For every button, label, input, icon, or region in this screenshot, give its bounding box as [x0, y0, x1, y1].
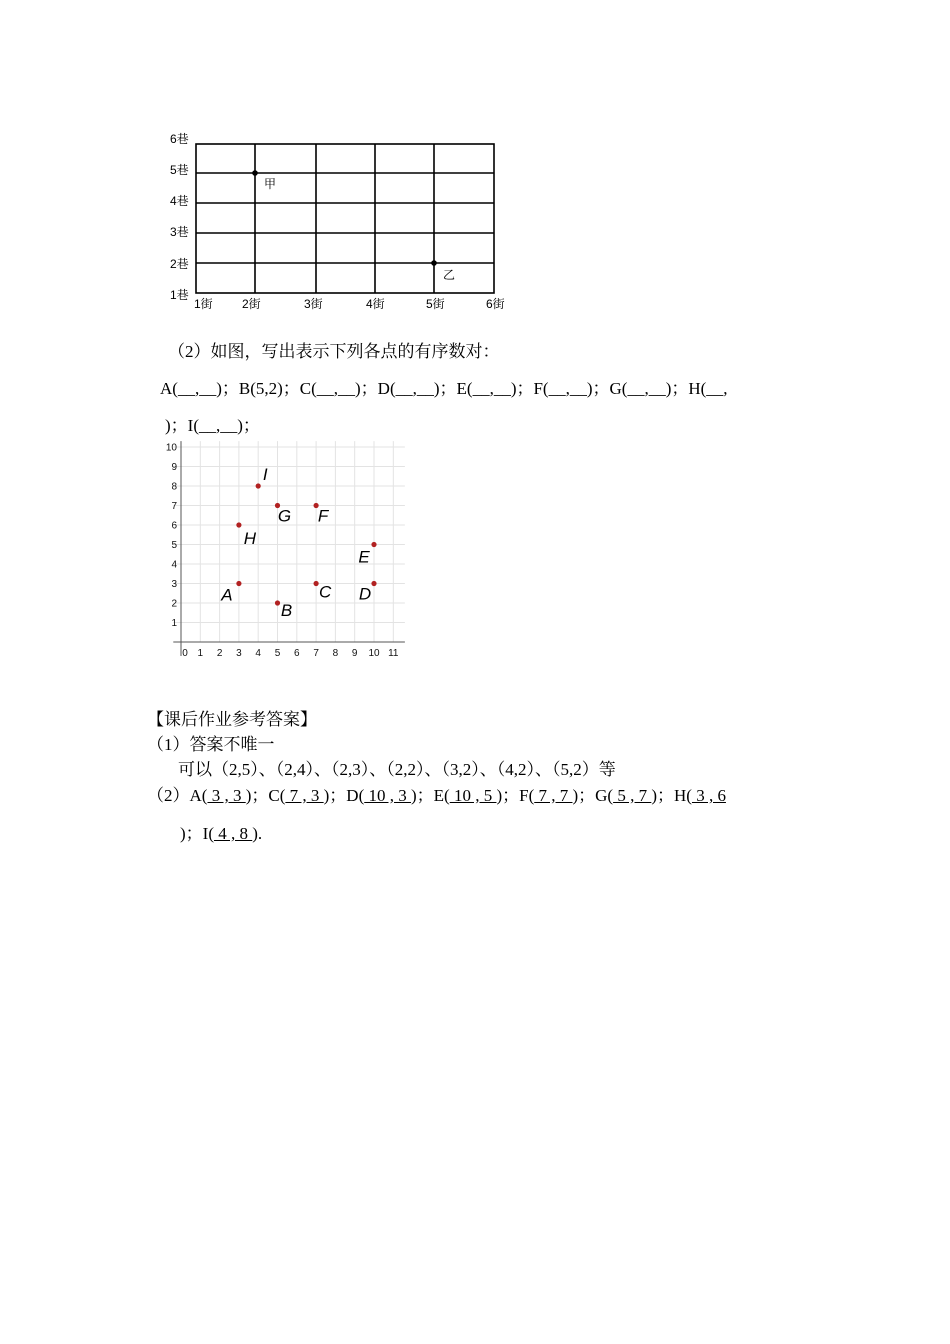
point-i-marker	[256, 483, 261, 488]
answer-a: 3 , 3	[207, 786, 246, 805]
x-tick-label: 11	[388, 648, 399, 659]
x-tick-label: 4	[255, 648, 261, 659]
point-jia-label: 甲	[264, 177, 277, 191]
answer-c: 7 , 3	[285, 786, 324, 805]
point-c-marker	[314, 581, 319, 586]
y-tick-label: 4	[171, 559, 177, 571]
lane-label: 2巷	[170, 257, 189, 271]
x-tick-label: 9	[351, 648, 358, 659]
street-label: 5街	[426, 297, 445, 311]
answers-heading: 【课后作业参考答案】	[147, 710, 317, 729]
lane-label: 6巷	[170, 132, 189, 146]
answer1-title: （1）答案不唯一	[147, 735, 275, 754]
y-tick-label: 3	[171, 579, 177, 590]
coordinate-chart	[150, 438, 420, 666]
street-label: 6街	[486, 297, 505, 311]
answer-i: 4 , 8	[213, 824, 253, 843]
y-tick-label: 5	[171, 540, 177, 551]
street-grid-figure	[0, 0, 950, 330]
point-d-marker	[371, 581, 376, 586]
point-b-marker	[275, 600, 280, 605]
point-b-label: B	[280, 601, 293, 620]
point-jia-dot	[252, 170, 258, 176]
y-tick-label: 6	[171, 520, 177, 532]
y-tick-label: 9	[171, 462, 177, 473]
answer2-line2: )；I( 4 , 8 ).	[180, 824, 263, 843]
street-label: 2街	[242, 297, 261, 311]
x-tick-label: 1	[197, 648, 204, 659]
x-tick-label: 3	[236, 648, 242, 659]
lane-label: 4巷	[170, 194, 189, 208]
point-h-marker	[236, 522, 241, 527]
x-tick-label: 10	[368, 648, 380, 659]
point-e-label: E	[358, 547, 370, 567]
street-label: 3街	[304, 297, 323, 311]
question2-prompt: （2）如图，写出表示下列各点的有序数对：	[168, 342, 500, 361]
answer-f: 7 , 7	[534, 786, 573, 805]
answer-e: 10 , 5	[449, 786, 497, 805]
lane-label: 1巷	[170, 288, 189, 302]
x-tick-label: 8	[332, 648, 339, 659]
answer2-line1: （2）A( 3 , 3 )；C( 7 , 3 )；D( 10 , 3 )；E( 10 , 5 )；F( 7 , 7 )；G( 5 , 7 )；H( 3 , 6	[147, 786, 726, 805]
point-yi-label: 乙	[443, 268, 456, 282]
point-h-label: H	[243, 529, 257, 548]
answer-d: 10 , 3	[364, 786, 411, 805]
x-tick-label: 5	[274, 648, 281, 659]
point-yi-dot	[431, 260, 437, 266]
x-tick-label: 6	[294, 648, 300, 659]
x-tick-label: 0	[182, 648, 188, 659]
x-tick-label: 2	[216, 648, 223, 659]
question2-line1: A(__,__)；B(5,2)；C(__,__)；D(__,__)；E(__,__)；F(__,__)；G(__,__)；H(__,	[160, 379, 728, 398]
answer-g: 5 , 7	[613, 786, 652, 805]
y-tick-label: 2	[171, 598, 177, 610]
question2-line2: )；I(__,__)；	[165, 416, 260, 435]
answer1-body: 可以（2,5）、（2,4）、（2,3）、（2,2）、（3,2）、（4,2）、（5,2）等	[178, 760, 616, 779]
y-tick-label: 10	[165, 442, 177, 454]
point-d-label: D	[358, 584, 372, 604]
y-tick-label: 1	[171, 618, 177, 629]
y-tick-label: 8	[171, 481, 177, 493]
point-f-label: F	[317, 506, 329, 526]
point-c-label: C	[318, 582, 332, 602]
point-i-label: I	[262, 465, 268, 484]
y-tick-label: 7	[171, 501, 177, 512]
point-g-label: G	[277, 506, 292, 526]
street-label: 4街	[366, 297, 385, 311]
lane-label: 3巷	[170, 225, 189, 239]
point-e-marker	[371, 542, 376, 547]
x-tick-label: 7	[313, 648, 319, 659]
answer2-prefix: （2）	[147, 786, 190, 805]
lane-label: 5巷	[170, 163, 189, 177]
answer-h: 3 , 6	[691, 786, 726, 805]
street-label: 1街	[194, 297, 213, 311]
point-a-marker	[236, 581, 241, 586]
point-a-label: A	[221, 585, 233, 605]
